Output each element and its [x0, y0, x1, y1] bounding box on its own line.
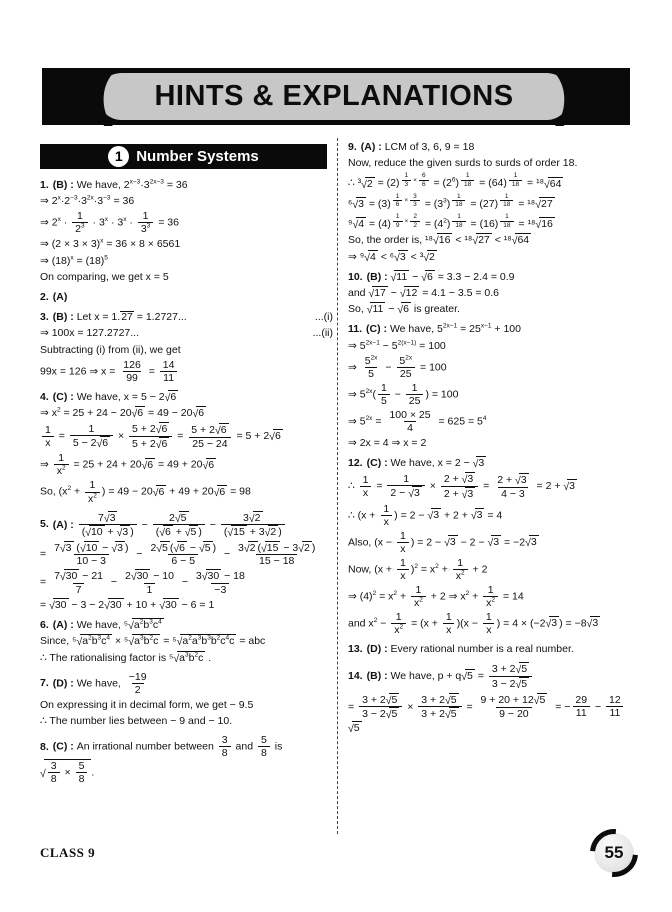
math-line: Also, (x − $\frac{1}{x}$ ) = 2 − √3 − 2 − √3 = −2√3 — [348, 529, 537, 555]
math-line: 3. (B) : Let x = 1.27 = 1.2727... ...(i) — [40, 311, 333, 324]
problem-12 — [348, 456, 636, 636]
problem-number: 7. — [40, 677, 49, 690]
math-line: ⇒ $2^x\cdot 2^{-3}\cdot 3^{2x}\cdot 3^{-3} = 36$ — [40, 194, 135, 208]
problem-6 — [40, 618, 333, 665]
math-line: 14. (B) : We have, p + q√5 = $\frac{3 + 2√5}{3 - 2√5}$ — [348, 662, 636, 690]
problem-9 — [348, 140, 636, 264]
math-line: ⇒ ⁹√4 < ⁶√3 < ³√2 — [348, 250, 435, 264]
problem-number: 10. — [348, 270, 363, 283]
answer-option: (A) — [52, 290, 68, 303]
problem-13 — [348, 642, 636, 656]
math-line: ⇒ $x^2 = 25 + 24 - 20√6 = 49 - 20√6$ — [40, 406, 205, 420]
math-line: ∴ The number lies between − 9 and − 10. — [40, 715, 233, 728]
math-line: So, √11 − √6 is greater. — [348, 303, 460, 317]
math-line: ∴ ³√2 = (2) $^{\frac{1}{3} \times \frac{6}{6}}$ = $(2^6)$ $^{\frac{1}{18}}$ = (64) $^{\frac{1}{18}}$ = ¹⁸√64 — [348, 172, 562, 191]
problem-1 — [40, 178, 333, 284]
column-divider — [337, 138, 338, 834]
math-line: 8. (C) : An irrational number between $\frac{3}{8}$ and $\frac{5}{8}$ is √ $\frac{3}{8}$ × $\frac{5}{8}$ . — [40, 734, 283, 786]
math-line: Subtracting (i) from (ii), we get — [40, 343, 181, 356]
header-banner — [42, 62, 630, 127]
math-line: 10. (B) : √11 − √6 = 3.3 − 2.4 = 0.9 — [348, 270, 515, 284]
math-line: ⇒ $(4)^2 = x^2$ + $\frac{1}{x^2}$ + 2 ⇒ $x^2$ + $\frac{1}{x^2}$ = 14 — [348, 583, 524, 610]
math-line: 6. (A) : We have, $^5√a^2b^3c^4$ — [40, 618, 162, 633]
problem-number: 1. — [40, 179, 49, 191]
math-line: $\frac{1}{x}$ = $\frac{1}{5 - 2√6}$ × $\frac{5 + 2√6}{5 + 2√6}$ = $\frac{5 + 2√6}{25 - 24}$ = 5 + 2√6 — [40, 422, 333, 450]
right-paren-decoration-icon: ) — [555, 62, 576, 127]
problem-5 — [40, 511, 333, 613]
left-column — [40, 176, 333, 791]
answer-option: (A) : — [52, 518, 77, 531]
problem-number: 9. — [348, 141, 357, 153]
answer-option: (B) : — [52, 311, 77, 324]
math-line: ∴ (x + $\frac{1}{x}$ ) = 2 − √3 + 2 + √3 = 4 — [348, 502, 503, 528]
problem-number: 14. — [348, 670, 363, 683]
problem-number: 12. — [348, 457, 363, 470]
math-line: ⇒ $\frac{5^{2x}}{5}$ − $\frac{5^{2x}}{25}$ = 100 — [348, 354, 447, 380]
math-line: = √30 − 3 − 2√30 + 10 + √30 − 6 = 1 — [40, 599, 215, 613]
problem-number: 3. — [40, 311, 49, 324]
math-line: 11. (C) : We have, $5^{2x-1} = 25^{x-1} + 100$ — [348, 322, 521, 336]
math-line: 9. (A) : LCM of 3, 6, 9 = 18 — [348, 141, 475, 153]
math-line: and √17 − √12 = 4.1 − 3.5 = 0.6 — [348, 286, 500, 300]
math-line: 12. (C) : We have, x = 2 − √3 — [348, 457, 485, 471]
math-line: ⇒ $2^x$ · $\frac{1}{2^3}$ · $3^x \cdot 3^x$ · $\frac{1}{3^3}$ = 36 — [40, 210, 179, 236]
answer-option: (B) : — [52, 179, 77, 191]
math-line: ⇒ 100x = 127.2727... ...(ii) — [40, 327, 333, 340]
section-header — [40, 144, 327, 169]
math-line: and $x^2$ − $\frac{1}{x^2}$ = (x + $\frac{1}{x}$ )(x − $\frac{1}{x}$ ) = 4 × (−2√3 ) = −8√3 — [348, 611, 599, 637]
section-title: Number Systems — [136, 148, 259, 165]
math-line: 13. (D) : Every rational number is a real number. — [348, 643, 574, 656]
answer-option: (A) : — [52, 619, 77, 632]
math-line: ∴ $\frac{1}{x}$ = $\frac{1}{2 - √3}$ × $\frac{2 + √3}{2 + √3}$ = $\frac{2 + √3}{4 - 3}$ = 2 + √3 — [348, 473, 576, 501]
answer-option: (B) : — [366, 270, 391, 283]
math-line: ⇒ $(18)^x = (18)^5$ — [40, 254, 108, 267]
class-label: CLASS 9 — [40, 845, 96, 860]
problem-7 — [40, 671, 333, 728]
problem-number: 5. — [40, 518, 49, 531]
page-number-badge — [594, 833, 634, 873]
math-line: = $\frac{7√30 - 21}{7}$ − $\frac{2√30 - 10}{1}$ − $\frac{3√30 - 18}{-3}$ — [40, 570, 245, 597]
problem-number: 8. — [40, 740, 49, 753]
right-column — [348, 138, 636, 741]
math-line: So, ($x^2$ + $\frac{1}{x^2}$ ) = 49 − 20√6 + 49 + 20√6 = 98 — [40, 479, 251, 505]
answer-option: (D) : — [366, 643, 391, 656]
page-number: 55 — [604, 843, 624, 862]
problem-8 — [40, 734, 333, 785]
problem-number: 2. — [40, 290, 49, 303]
math-line: 7. (D) : We have, $\frac{-19}{2}$ — [40, 670, 147, 696]
problem-14 — [348, 662, 636, 735]
math-line: ∴ The rationalising factor is $^5√a^3b^2c$ . — [40, 651, 212, 665]
page-title: HINTS & EXPLANATIONS — [154, 80, 514, 112]
problem-number: 13. — [348, 643, 363, 656]
math-line: So, the order is, ¹⁸√16 < ¹⁸√27 < ¹⁸√64 — [348, 234, 530, 248]
math-line: ⇒ $5^{2x}$ = $\frac{100 \times 25}{4}$ = $625 = 5^4$ — [348, 408, 487, 434]
math-line: = $\frac{7√3 (√10 - √3 )}{10 - 3}$ − $\frac{2√5 (√6 - √5 )}{6 - 5}$ − $\frac{3√2 (√15 - 3√2 )}{15 - 18}$ — [40, 541, 316, 568]
math-line: ⇒ $\frac{1}{x^2}$ = 25 + 24 + 20√6 = 49 + 20√6 — [40, 452, 215, 478]
answer-option: (C) : — [52, 390, 77, 403]
math-line: ⇒ $5^{2x-1} - 5^{2(x-1)} = 100$ — [348, 339, 446, 352]
math-line: On comparing, we get x = 5 — [40, 270, 169, 283]
equation-tag: ...(i) — [314, 311, 333, 324]
problem-11 — [348, 322, 636, 450]
math-line: = $\frac{3 + 2√5}{3 - 2√5}$ × $\frac{3 + 2√5}{3 + 2√5}$ = $\frac{9 + 20 + 12√5}{9 - 20}$ = − $\frac{29}{11}$ − $\frac{12}{11}$ √5 — [348, 693, 636, 735]
answer-option: (C) : — [366, 323, 390, 336]
problem-number: 4. — [40, 390, 49, 403]
problem-4 — [40, 390, 333, 505]
math-line: ⁹√4 = (4) $^{\frac{1}{9} \times \frac{2}{2}}$ = $(4^2)$ $^{\frac{1}{18}}$ = (16) $^{\frac{1}{18}}$ = ¹⁸√16 — [348, 213, 553, 232]
math-line: ⇒ 2x = 4 ⇒ x = 2 — [348, 437, 427, 450]
math-line: ⇒ $(2 \times 3 \times 3)^x = 36 \times 8 \times 6561$ — [40, 237, 181, 251]
answer-option: (C) : — [52, 740, 77, 753]
math-line: On expressing it in decimal form, we get − 9.5 — [40, 698, 254, 711]
answer-option: (C) : — [366, 457, 391, 470]
left-paren-decoration-icon: ( — [92, 62, 113, 127]
math-line: ⇒ $5^{2x}$( $\frac{1}{5}$ − $\frac{1}{25}$ ) = 100 — [348, 381, 459, 407]
math-line — [40, 290, 333, 304]
equation-tag: ...(ii) — [312, 327, 333, 340]
math-line: 99x = 126 ⇒ x = $\frac{126}{99}$ = $\frac{14}{11}$ — [40, 359, 333, 384]
math-line: Now, reduce the given surds to surds of order 18. — [348, 157, 578, 170]
answer-option: (D) : — [52, 677, 77, 690]
header-pill — [92, 62, 576, 127]
problem-number: 11. — [348, 323, 363, 336]
math-line: 5. (A) : $\frac{7√3}{(√10 + √3 )}$ − $\frac{2√5}{(√6 + √5 )}$ − $\frac{3√2}{(√15 + 3√2 )}$ — [40, 511, 333, 539]
math-line: Now, (x + $\frac{1}{x}$ )$^2 = x^2$ + $\frac{1}{x^2}$ + 2 — [348, 556, 488, 582]
math-line: Since, $^5√a^2b^3c^4 \times ^5√a^3b^2c = ^5√a^2a^3b^3b^2c^4c$ = abc — [40, 634, 266, 649]
problem-10 — [348, 270, 636, 317]
answer-option: (B) : — [366, 670, 391, 683]
problem-2 — [40, 290, 333, 304]
problem-number: 6. — [40, 619, 49, 632]
answer-option: (A) : — [360, 141, 385, 153]
chapter-number-badge: 1 — [108, 146, 129, 167]
math-line: ⁶√3 = (3) $^{\frac{1}{6} \times \frac{3}{3}}$ = $(3^3)$ $^{\frac{1}{18}}$ = (27) $^{\frac{1}{18}}$ = ¹⁸√27 — [348, 192, 553, 211]
problem-3 — [40, 310, 333, 384]
math-line: 4. (C) : We have, x = 5 − 2√6 — [40, 390, 177, 404]
math-line: 1. (B) : We have, $2^{x-3}\cdot 3^{2x-3} = 36$ — [40, 178, 188, 191]
